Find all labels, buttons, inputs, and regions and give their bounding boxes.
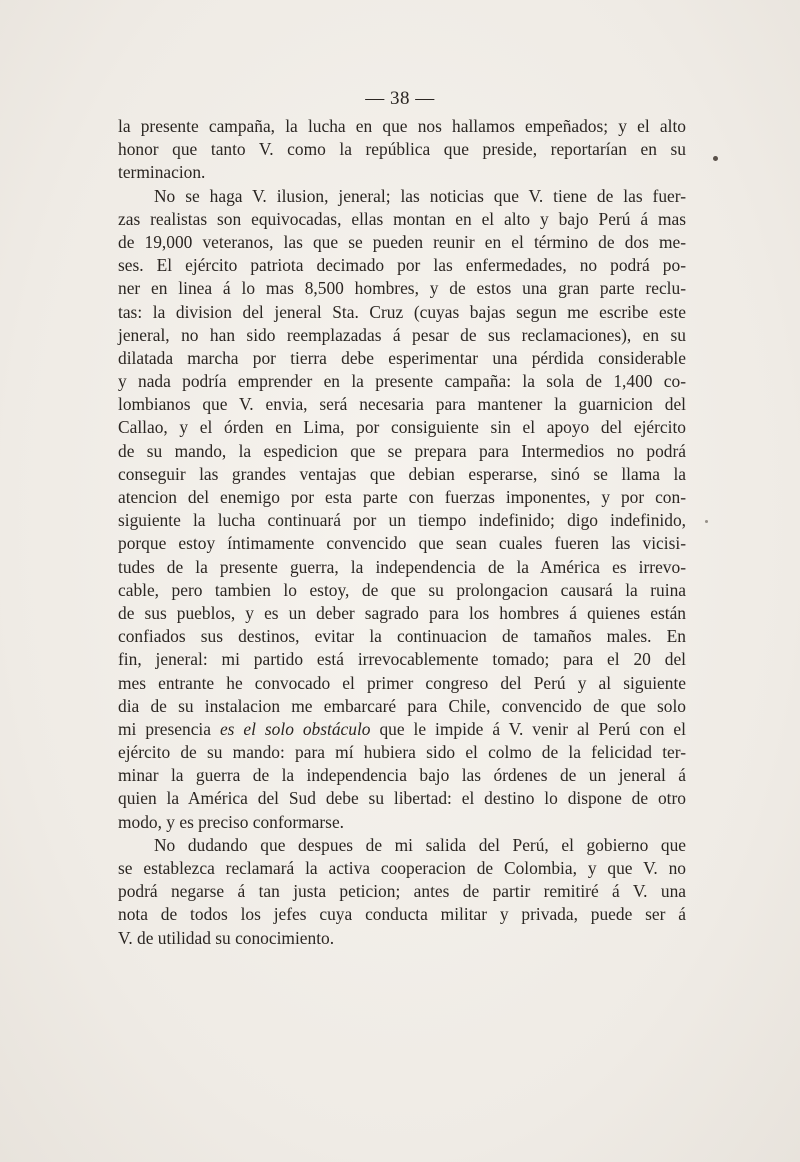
text-line: No se haga V. ilusion, jeneral; las noticias que V. tiene de las fuer- [154, 185, 686, 206]
text-line: porque estoy íntimamente convencido que sean cuales fueren las vicisi- [118, 533, 686, 554]
text-line: fin, jeneral: mi partido está irrevocablemente tomado; para el 20 del [118, 649, 686, 670]
ink-speck [705, 520, 708, 523]
text-line: ses. El ejército patriota decimado por las enfermedades, no podrá po- [118, 255, 686, 276]
text-line-start: mi presencia [118, 718, 211, 739]
text-line: tudes de la presente guerra, la independencia de la América es irrevo- [118, 556, 686, 577]
text-line: se establezca reclamará la activa cooperacion de Colombia, y que V. no [118, 858, 686, 878]
text-line: quien la América del Sud debe su libertad: el destino lo dispone de otro [118, 788, 686, 809]
text-line-end: que le impide á V. venir al Perú con el [379, 718, 686, 739]
text-line: modo, y es preciso conformarse. [118, 811, 345, 832]
text-line: ejército de su mando: para mí hubiera sido el colmo de la felicidad ter- [118, 742, 686, 763]
text-line: nota de todos los jefes cuya conducta militar y privada, puede ser á [118, 904, 686, 925]
text-line: lombianos que V. envia, será necesaria para mantener la guarnicion del [118, 394, 686, 415]
text-line: Callao, y el órden en Lima, por consiguiente sin el apoyo del ejército [118, 417, 686, 438]
text-line: zas realistas son equivocadas, ellas montan en el alto y bajo Perú á mas [118, 208, 686, 229]
text-line: honor que tanto V. como la república que preside, reportarían en su [118, 139, 686, 160]
text-line: de 19,000 veteranos, las que se pueden reunir en el término de dos me- [118, 231, 686, 252]
text-line: siguiente la lucha continuará por un tiempo indefinido; digo indefinido, [118, 510, 686, 531]
text-line: y nada podría emprender en la presente campaña: la sola de 1,400 co- [118, 371, 686, 392]
text-line: mes entrante he convocado el primer congreso del Perú y al siguiente [118, 672, 686, 693]
text-line: terminacion. [118, 162, 206, 183]
ink-speck [713, 156, 718, 161]
body-text [118, 115, 686, 950]
text-line: la presente campaña, la lucha en que nos hallamos empeñados; y el alto [118, 116, 686, 136]
text-line: V. de utilidad su conocimiento. [118, 927, 335, 948]
text-line: jeneral, no han sido reemplazadas á pesar de sus reclamaciones), en su [118, 324, 686, 345]
text-line: cable, pero tambien lo estoy, de que su prolongacion causará la ruina [118, 579, 686, 600]
paragraph-3 [118, 834, 686, 950]
text-line: No dudando que despues de mi salida del Perú, el gobierno que [154, 834, 686, 855]
text-line: confiados sus destinos, evitar la continuacion de tamaños males. En [118, 626, 686, 647]
text-line: dilatada marcha por tierra debe esperimentar una pérdida considerable [118, 347, 686, 368]
paragraph-2 [118, 185, 686, 834]
paragraph-1 [118, 115, 686, 185]
page-number: — 38 — [365, 88, 435, 109]
text-line: de su mando, la espedicion que se prepara para Intermedios no podrá [118, 440, 686, 461]
text-line: minar la guerra de la independencia bajo las órdenes de un jeneral á [118, 765, 686, 786]
text-line: dia de su instalacion me embarcaré para Chile, convencido de que solo [118, 695, 686, 716]
text-line: tas: la division del jeneral Sta. Cruz (cuyas bajas segun me escribe este [118, 301, 686, 322]
italic-phrase: es el solo obstáculo [219, 718, 371, 739]
text-line: podrá negarse á tan justa peticion; antes de partir remitiré á V. una [118, 881, 686, 902]
text-line: conseguir las grandes ventajas que debian esperarse, sinó se llama la [118, 463, 686, 484]
text-line-mixed [118, 718, 686, 741]
text-line: atencion del enemigo por esta parte con fuerzas imponentes, y por con- [118, 487, 686, 507]
text-line: de sus pueblos, y es un deber sagrado para los hombres á quienes están [118, 602, 686, 623]
text-line: ner en linea á lo mas 8,500 hombres, y de estos una gran parte reclu- [118, 278, 686, 299]
